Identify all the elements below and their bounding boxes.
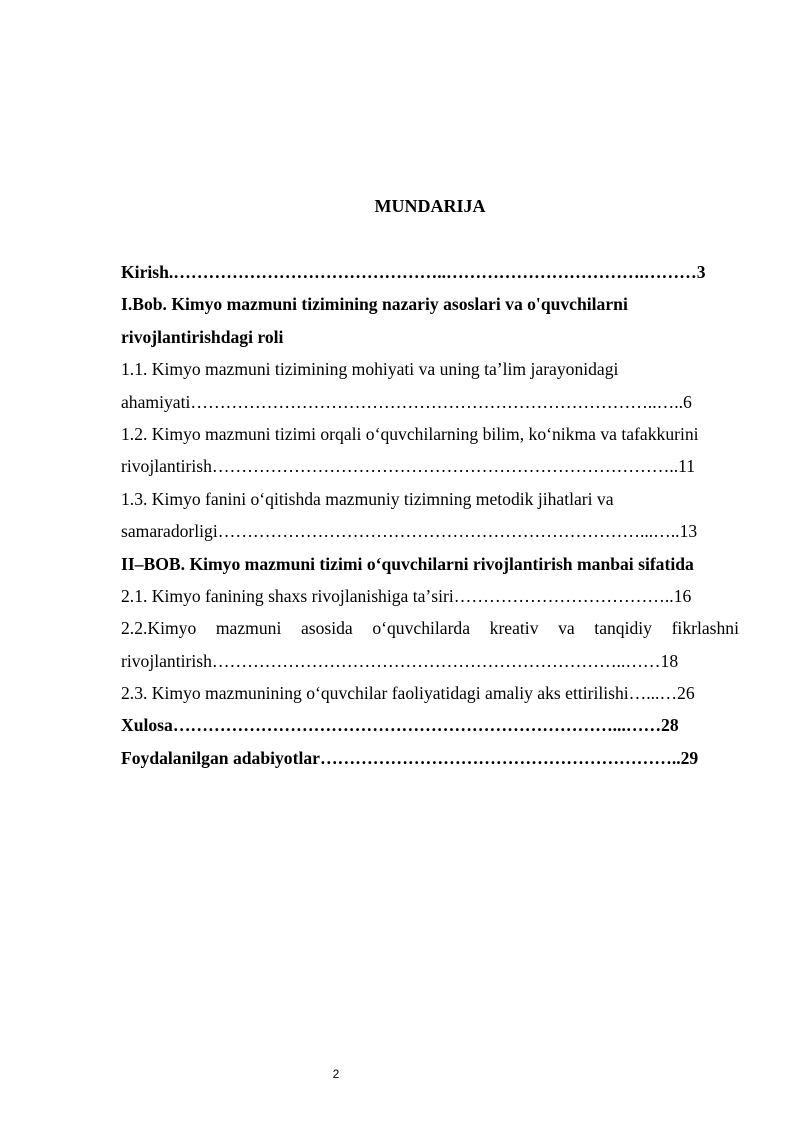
toc-entry-adabiyotlar: Foydalanilgan adabiyotlar……………………………………………………..29 [121,747,699,768]
toc-chapter-1-heading-continued: rivojlantirishdagi roli [121,326,284,347]
toc-section-2-2: 2.2.Kimyo mazmuni asosida oʻquvchilarda kreativ va tanqidiy fikrlashni [121,618,739,639]
toc-section-1-1: 1.1. Kimyo mazmuni tizimining mohiyati va uning ta’lim jarayonidagi [121,359,619,380]
toc-section-2-1: 2.1. Kimyo fanining shaxs rivojlanishiga taʼsiri………………………………..16 [121,585,692,606]
page-title: MUNDARIJA [374,196,486,216]
toc-section-1-3: 1.3. Kimyo fanini oʻqitishda mazmuniy tizimning metodik jihatlari va [121,488,614,509]
toc-section-1-2-continued: rivojlantirish……………………………………………………………………..11 [121,456,696,477]
toc-chapter-2-heading: II–BOB. Kimyo mazmuni tizimi oʻquvchilarni rivojlantirish manbai sifatida [121,553,694,574]
toc-chapter-1-heading: I.Bob. Kimyo mazmuni tizimining nazariy asoslari va o'quvchilarni [121,294,628,315]
toc-entry-xulosa: Xulosa…………………………………………………………………...……28 [121,715,679,736]
toc-section-2-3: 2.3. Kimyo mazmunining oʻquvchilar faoliyatidagi amaliy aks ettirilishi…...…26 [121,683,695,704]
toc-section-1-1-continued: ahamiyati……………………………………………………………………..…..6 [121,391,692,412]
toc-section-1-2: 1.2. Kimyo mazmuni tizimi orqali oʻquvchilarning bilim, koʻnikma va tafakkurini [121,423,699,444]
toc-section-2-2-continued: rivojlantirish……………………………………………………………..……18 [121,650,679,671]
page-number: 2 [332,1067,340,1081]
toc-entry-kirish: Kirish.………………………………………..…………………………….………3 [121,262,706,282]
table-of-contents [121,256,739,774]
toc-section-1-3-continued: samaradorligi………………………………………………………………...…..13 [121,521,698,542]
